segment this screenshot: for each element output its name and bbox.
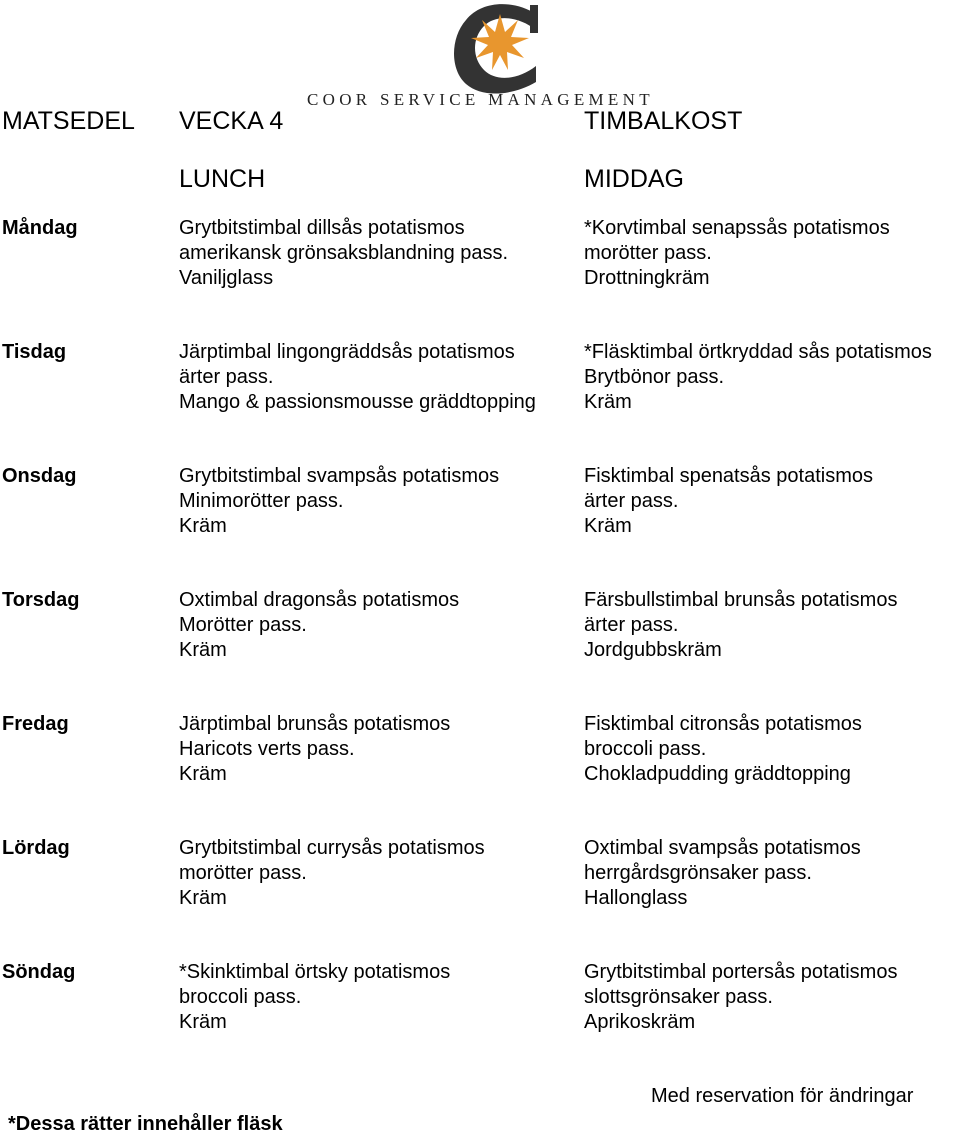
lunch-column-header: LUNCH (179, 165, 266, 193)
lunch-main: Grytbitstimbal currysås potatismos (179, 837, 485, 859)
lunch-side: Haricots verts pass. (179, 738, 355, 760)
lunch-cell (179, 960, 450, 1035)
dinner-side: herrgårdsgrönsaker pass. (584, 862, 812, 884)
dinner-cell (584, 216, 890, 291)
day-name: Lördag (2, 837, 70, 859)
day-name: Tisdag (2, 341, 67, 363)
lunch-cell (179, 588, 459, 663)
lunch-side: morötter pass. (179, 862, 307, 884)
lunch-dessert: Kräm (179, 639, 227, 661)
lunch-cell (179, 464, 499, 539)
dinner-side: ärter pass. (584, 490, 679, 512)
lunch-main: Oxtimbal dragonsås potatismos (179, 589, 460, 611)
dinner-main: Oxtimbal svampsås potatismos (584, 837, 861, 859)
dinner-cell (584, 712, 862, 787)
lunch-dessert: Kräm (179, 1011, 227, 1033)
day-name: Fredag (2, 713, 69, 735)
diet-type-title: TIMBALKOST (584, 107, 743, 135)
dinner-main: Färsbullstimbal brunsås potatismos (584, 589, 898, 611)
logo-letter-c-serif (530, 5, 538, 33)
menu-title: MATSEDEL (2, 107, 135, 135)
logo-wordmark: COOR SERVICE MANAGEMENT (307, 90, 654, 109)
lunch-cell (179, 340, 536, 415)
dinner-cell (584, 464, 873, 539)
day-name: Onsdag (2, 465, 77, 487)
lunch-cell (179, 712, 450, 787)
lunch-cell (179, 216, 508, 291)
lunch-side: Morötter pass. (179, 614, 307, 636)
reservation-note: Med reservation för ändringar (651, 1085, 914, 1107)
lunch-main: Järptimbal lingongräddsås potatismos (179, 341, 515, 363)
dinner-dessert: Aprikoskräm (584, 1011, 696, 1033)
dinner-dessert: Drottningkräm (584, 267, 710, 289)
dinner-dessert: Kräm (584, 391, 632, 413)
lunch-side: broccoli pass. (179, 986, 302, 1008)
lunch-side: amerikansk grönsaksblandning pass. (179, 242, 509, 264)
dinner-main: Grytbitstimbal portersås potatismos (584, 961, 898, 983)
dinner-dessert: Kräm (584, 515, 632, 537)
dinner-dessert: Chokladpudding gräddtopping (584, 763, 851, 785)
dinner-cell (584, 588, 897, 663)
dinner-cell (584, 960, 897, 1035)
lunch-side: ärter pass. (179, 366, 274, 388)
lunch-main: Grytbitstimbal svampsås potatismos (179, 465, 500, 487)
lunch-side: Minimorötter pass. (179, 490, 344, 512)
dinner-side: Brytbönor pass. (584, 366, 725, 388)
lunch-dessert: Vaniljglass (179, 267, 274, 289)
lunch-main: *Skinktimbal örtsky potatismos (179, 961, 451, 983)
dinner-cell (584, 836, 861, 911)
dinner-main: *Korvtimbal senapssås potatismos (584, 217, 890, 239)
day-name: Torsdag (2, 589, 80, 611)
dinner-cell (584, 340, 932, 415)
dinner-side: ärter pass. (584, 614, 679, 636)
lunch-cell (179, 836, 485, 911)
dinner-side: broccoli pass. (584, 738, 707, 760)
lunch-dessert: Kräm (179, 515, 227, 537)
lunch-dessert: Kräm (179, 887, 227, 909)
dinner-dessert: Jordgubbskräm (584, 639, 722, 661)
dinner-dessert: Hallonglass (584, 887, 688, 909)
lunch-main: Järptimbal brunsås potatismos (179, 713, 451, 735)
day-name: Söndag (2, 961, 76, 983)
day-name: Måndag (2, 217, 78, 239)
week-label: VECKA 4 (179, 107, 284, 135)
dinner-column-header: MIDDAG (584, 165, 684, 193)
pork-footnote: *Dessa rätter innehåller fläsk (8, 1113, 283, 1135)
dinner-main: Fisktimbal spenatsås potatismos (584, 465, 874, 487)
lunch-main: Grytbitstimbal dillsås potatismos (179, 217, 465, 239)
dinner-main: Fisktimbal citronsås potatismos (584, 713, 862, 735)
dinner-main: *Fläsktimbal örtkryddad sås potatismos (584, 341, 932, 363)
dinner-side: slottsgrönsaker pass. (584, 986, 773, 1008)
lunch-dessert: Mango & passionsmousse gräddtopping (179, 391, 536, 413)
dinner-side: morötter pass. (584, 242, 712, 264)
lunch-dessert: Kräm (179, 763, 227, 785)
